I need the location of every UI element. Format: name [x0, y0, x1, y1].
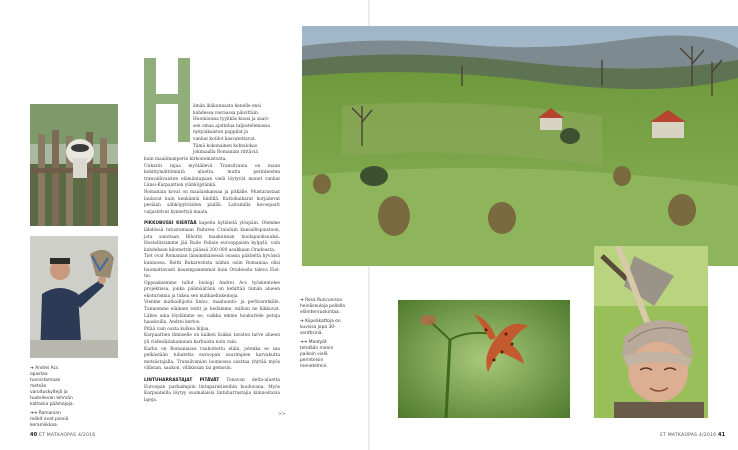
continue-mark: >> [278, 412, 286, 417]
caption-field: ➔ Rosa Runcunissa heinäseuloja pellolla eläintenruokintaa. [300, 298, 345, 315]
footer-left-text: ET MATKAOPAS 4/2016 [39, 433, 96, 438]
section-1: PIKKUBUSSI KIERTÄÄ kapeita kyläteitä ylöspäin. Olemme lähdössä tutustumaan Padurea Craiuluin kansallispuistoon, jota sanotaan Bihorin maakunnan huolapuolisuuksi. Hostellistamme jää Ruile Felixin eurooppaisin kylpylä, vain kahdeksan kilometrin päässä 200 000 asukkaan Oradeasta. [144, 221, 280, 253]
caption-farmwork: ➔➔ Maatyöt tehdään monin paikoin vielä perinteisin menetelmin. [300, 340, 334, 369]
paragraph-8: Karhu on Romaniassa rauhoitettu eläin, jotenka se saa pelkästään tuhatetta euroopan suurimpien karvakutta metsästajalla. Transilvanian luonnossa saattaa yhytää myös villisian, saukon, villikissan tai gemssin. [144, 346, 280, 372]
article-column: kuin maailmanperin kirkonomistusta. Unkarin rajaa myötäilevä Transilvania on maan kehittymättömintä aluetta, mutta perinteisten tranvaliivaisten elämäntapaan vielä löytyvät monet vanhat Länsi-Karpaattien ylänköjylänkä. Romanian kovat on maalaiskansaa ja pitkälle. Mustarastaat laulavat kuin kenkämiä hiidillä. Kattohaikarat korjailevat pesiään sähköpylväiden päällä. Laitumilla hevosparit vaijastelvat kynnettyä maata. PIKKUBUSSI KIERTÄÄ kapeita kyläteitä ylöspäin. Olemme lähdössä tutustumaan Padurea Craiuluin kansallispuistoon, jota sanotaan Bihorin maakunnan huolapuolisuuksi. Hostellistamme jää Ruile Felixin eurooppaisin kylpylä, vain kahdeksan kilometrin päässä 200 000 asukkaan Oradeasta. Tiet ovat Romanian länsimmäisessä osassa päätieltä hyvässä kunnossa. Reitti Bukarestista näihin osiin Romaniaa olisi huomattavasti kauempanemmat kuin Oradeasta taleva Eiol-tie. Oppaaksemme tullut biologi Andrei Acs työskentelee projektissa, jonka päämääränä on kehittää tämän alueen ekoturismia ja tukea sen matkaelinkeinoja. Vienme matkaillijoita linnu-, maaluonto- ja perhosretkille. Tunnemme eläimen reitit ja tiedämme, milloin ne liikkuvat. Lähes aina löydämme ne, vaikka emme houkuttele petoja haaskoilla, Andrei kertoo. Pitää vain osata kulkea hiljaa. Karpaattien ihmiselle on kaiken lisäksi tavaton tarve alueen yli viidesläitakannnan karhuista noin vain. Karhu on Romaniassa rauhoitettu eläin, jotenka se saa pelkästään tuhatetta euroopan suurimpien karvakutta metsästajalla. Transilvanian luonnossa saattaa yhytää myös villisian, saukon, villikissan tai gemssin. LINTUHARRASTAJAT PITÄVÄT Tonavan delta-aluetta Euroopan parhaimpiin lintuparatiiseihin kuuluvana. Myös Karpaateilla löytyy suomalaisia lintuharrastajia kiinnostavia lajeja. [144, 157, 280, 403]
page-number-left: 40 [30, 432, 38, 438]
caption-man: ➔ Andrei Acs opastaa tunnistamaan metsän varoituskyltejä ja tuuteilevan lehmän kaltaisia päämajoja. [30, 366, 74, 407]
dropcap-letter [144, 58, 190, 142]
section-2-label: LINTUHARRASTAJAT PITÄVÄT [144, 378, 220, 383]
caption-haystacks: ➔ Kiipeäkattoja on kuvissa jopa 30-senttisinä. [300, 319, 341, 336]
paragraph-5: Vienme matkaillijoita linnu-, maaluonto- ja perhosretkille. Tunnemme eläimen reitit ja tiedämme, milloin ne liikkuvat. Lähes aina löydämme ne, vaikka emme houkuttele petoja haaskoilla, Andrei kertoo. [144, 300, 280, 326]
elderly-woman-photo [594, 246, 708, 418]
caption-pottery: ➔➔ Romanian mökit ovat pieniä keramiikkaa. [30, 411, 69, 428]
left-captions [30, 366, 74, 432]
paragraph-4: Oppaaksemme tullut biologi Andrei Acs työskentelee projektissa, jonka päämääränä on kehittää tämän alueen ekoturismia ja tukea sen matkaelinkeinoja. [144, 280, 280, 299]
fence-pot-photo [30, 104, 118, 226]
footer-left [30, 432, 95, 438]
footer-right [660, 432, 725, 438]
page-number-right: 41 [717, 432, 726, 438]
footer-right-text: ET MATKAOPAS 4/2016 [660, 433, 717, 438]
paragraph-1: Unkarin rajaa myötäilevä Transilvania on maan kehittymättömintä aluetta, mutta perinteisten tranvaliivaisten elämäntapaan vielä löytyvät monet vanhat Länsi-Karpaattien ylänköjylänkä. [144, 163, 280, 189]
intro-lines: ämän ikäkunnasta kenelle ensi kahdessa vieraassa päivittäin. Huomioissa tyylikäs kuusi ja saari- sen omaa ajattelua taljastelemassa nykyaikaisten pappilat ja vanhat kotilot kasvatettavat. Tämä kokonainen kohtalokas jokimaalla Romanian riittäviä [193, 104, 270, 156]
middle-captions [300, 298, 346, 373]
paragraph-6: Pitää vain osata kulkea hiljaa. [144, 326, 210, 332]
man-pottery-photo [30, 236, 118, 358]
lily-flower-photo [398, 300, 570, 418]
paragraph-2: Romanian kovat on maalaiskansaa ja pitkälle. Mustarastaat laulavat kuin kenkämiä hiidillä. Kattohaikarat korjailevat pesiään sähköpylväiden päällä. Laitumilla hevosparit vaijastelvat kynnettyä maata. [144, 189, 280, 215]
section-2: LINTUHARRASTAJAT PITÄVÄT Tonavan delta-aluetta Euroopan parhaimpiin lintuparatiiseihin kuuluvana. Myös Karpaateilla löytyy suomalaisia lintuharrastajia kiinnostavia lajeja. [144, 378, 280, 403]
paragraph-7: Karpaattien ihmiselle on kaiken lisäksi tavaton tarve alueen yli viidesläitakannnan karhuista noin vain. [144, 333, 280, 346]
paragraph-3: Tiet ovat Romanian länsimmäisessä osassa päätieltä hyvässä kunnossa. Reitti Bukarestista näihin osiin Romaniaa olisi huomattavasti kauempanemmat kuin Oradeasta taleva Eiol-tie. [144, 254, 280, 280]
section-1-label: PIKKUBUSSI KIERTÄÄ [144, 221, 197, 227]
landscape-haystacks-photo [302, 26, 738, 266]
